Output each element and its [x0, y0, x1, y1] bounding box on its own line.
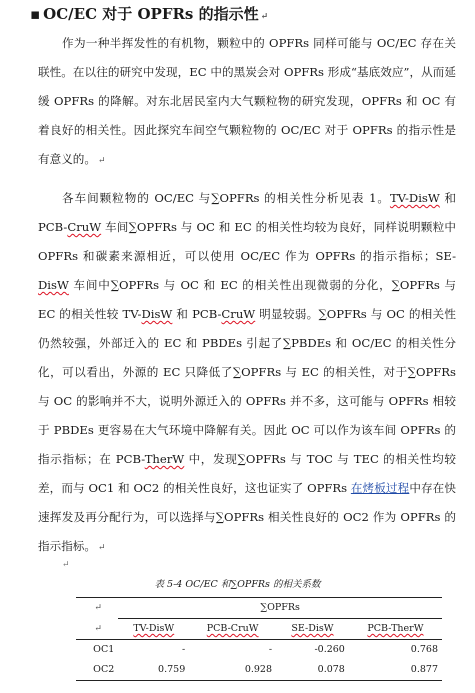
p2-text: 中存在快速挥发及再分配行为，可以选择与∑OPFRs 相关性良好的 OC2 作为 OPFRs 的指示指标。: [38, 481, 456, 553]
spellcheck-word: CruW: [221, 307, 256, 321]
bullet-icon: ▪: [30, 5, 41, 23]
spellcheck-word: TherW: [144, 452, 185, 466]
column-header: TV-DisW: [118, 619, 189, 640]
table-corner-cell: [76, 598, 118, 619]
p2-text: 车间中∑OPFRs 与 OC 和 EC 的相关性出现微弱的分化，∑OPFRs 与 EC 的相关性较 TV-: [38, 278, 456, 321]
spellcheck-word: TV-DisW: [389, 191, 440, 205]
spellcheck-word: DisW: [141, 307, 173, 321]
table-row: [76, 660, 442, 681]
row-label: OC1: [93, 644, 115, 655]
table-cell: -: [182, 644, 186, 655]
paragraph-1-text: 作为一种半挥发性的有机物，颗粒中的 OPFRs 同样可能与 OC/EC 存在关联性。在以往的研究中发现，EC 中的黑炭会对 OPFRs 形成“基底效应”，从而延缓 OPFRs 的降解。对东北居民室内大气颗粒物的研究发现，OPFRs 和 OC 有着良好的相关性。因此探究车间空气颗粒物的 OC/EC 对于 OPFRs 的指示性是有意义的。: [38, 36, 456, 166]
group-header: ∑OPFRs: [118, 598, 442, 619]
paragraph-mark-icon: ↵: [97, 543, 106, 553]
table-cell: -0.260: [314, 644, 345, 655]
table-column-header-row: [76, 619, 442, 640]
p2-text: 和 PCB-: [172, 307, 222, 321]
table-cell: 0.928: [189, 660, 276, 681]
p2-text: 和 PCB-: [38, 191, 457, 234]
table-caption: 表 5-4 OC/EC 和∑OPFRs 的相关系数: [154, 579, 321, 590]
paragraph-mark-icon: ↵: [94, 603, 102, 614]
correlation-table: [76, 597, 442, 681]
column-header: SE-DisW: [276, 619, 349, 640]
table-corner-cell: [76, 619, 118, 640]
row-label: OC2: [76, 660, 118, 681]
table-row: [76, 640, 442, 661]
table-cell: 0.768: [410, 644, 438, 655]
paragraph-mark-icon: ↵: [94, 623, 102, 634]
p2-text: 各车间颗粒物的 OC/EC 与∑OPFRs 的相关性分析见表 1。: [62, 191, 390, 205]
p2-text: 车间∑OPFRs 与 OC 和 EC 的相关性均较为良好，同样说明颗粒中 OPFRs 和碳素来源相近，可以使用 OC/EC 作为 OPFRs 的指示指标；SE-: [38, 220, 456, 263]
column-header: PCB-TherW: [349, 619, 442, 640]
paragraph-mark-icon: ↵: [97, 156, 106, 166]
section-heading-text: OC/EC 对于 OPFRs 的指示性: [43, 5, 259, 23]
p2-text: 明显较弱。∑OPFRs 与 OC 的相关性仍然较强，外部迁入的 EC 和 PBDEs 引起了∑PBDEs 和 OC/EC 的相关性分化，可以看出，外源的 EC 只降低了∑OPFRs 与 EC 的相关性，对于∑OPFRs 与 OC 的影响并不大，说明外源迁入的 OPFRs 并不多，这可能与 OPFRs 相较于 PBDEs 更容易在大气环境中降解有关。因此 OC 可以作为该车间 OPFRs 的指示指标；在 PCB-: [38, 307, 456, 466]
spellcheck-word: CruW: [67, 220, 102, 234]
table-cell: 0.877: [349, 660, 442, 681]
paragraph-1: [38, 29, 456, 176]
paragraph-mark-icon: ↵: [260, 12, 269, 22]
paragraph-mark-icon: ↵: [62, 560, 70, 570]
table-cell: 0.078: [276, 660, 349, 681]
paragraph-2: [38, 184, 456, 563]
hyperlink-text[interactable]: 在烤板过程: [350, 481, 410, 495]
column-header: PCB-CruW: [189, 619, 276, 640]
table-header-row: [76, 598, 442, 619]
spellcheck-word: DisW: [38, 278, 69, 292]
table-cell: 0.759: [118, 660, 189, 681]
section-heading: [30, 4, 460, 27]
table-cell: -: [268, 644, 273, 655]
p2-text: 中，发现∑OPFRs 与 TOC 与 TEC 的相关性均较差，而与 OC1 和 OC2 的相关性良好，这也证实了 OPFRs: [38, 452, 456, 495]
